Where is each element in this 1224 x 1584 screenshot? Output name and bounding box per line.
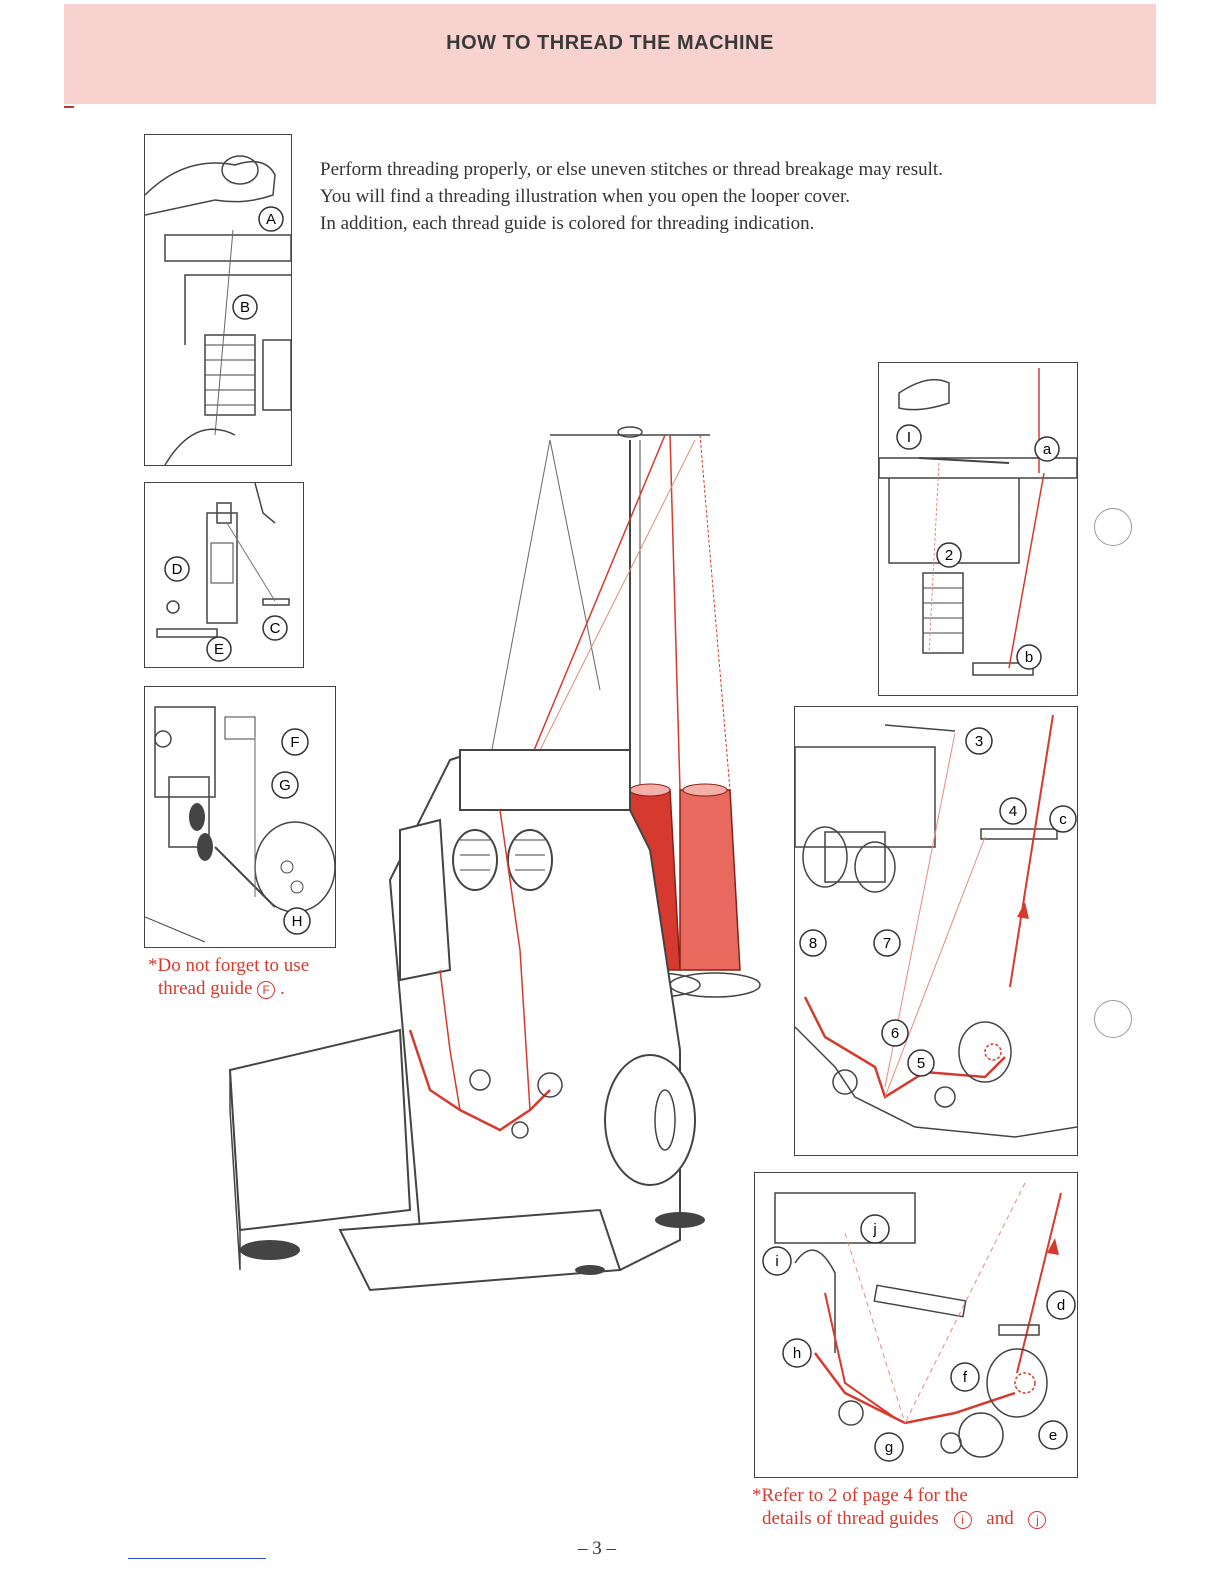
label-3: 3 xyxy=(974,733,984,750)
label-A: A xyxy=(265,211,277,228)
bottom-rule xyxy=(128,1558,266,1559)
header-band xyxy=(64,4,1156,104)
panel-middle-right-illustration xyxy=(795,707,1077,1155)
panel-lower-right-illustration xyxy=(755,1173,1077,1477)
label-f: f xyxy=(962,1369,968,1386)
label-5: 5 xyxy=(916,1055,926,1072)
binder-hole-upper xyxy=(1094,508,1132,546)
note-f-symbol: F xyxy=(257,981,275,999)
note-refer-sym1: i xyxy=(954,1511,972,1529)
note-f-line2: thread guide xyxy=(158,978,253,999)
label-b: b xyxy=(1024,649,1034,666)
label-d: d xyxy=(1056,1297,1066,1314)
note-refer-and: and xyxy=(986,1508,1014,1529)
serger-machine-illustration xyxy=(200,410,780,1310)
label-c: c xyxy=(1059,811,1067,828)
note-refer-page-4 xyxy=(752,1484,1046,1530)
label-j: j xyxy=(873,1221,877,1238)
note-f-line1: *Do not forget to use xyxy=(148,955,310,976)
label-6: 6 xyxy=(890,1025,900,1042)
label-F: F xyxy=(290,734,300,751)
label-e: e xyxy=(1048,1427,1058,1444)
intro-text xyxy=(320,156,1060,237)
label-G: G xyxy=(279,777,291,794)
panel-upper-right-illustration xyxy=(879,363,1077,695)
label-a: a xyxy=(1042,441,1052,458)
note-refer-line2: details of thread guides xyxy=(762,1508,939,1529)
detail-panel-lower-right xyxy=(754,1172,1078,1478)
note-f-end: . xyxy=(279,978,285,999)
page-title: HOW TO THREAD THE MACHINE xyxy=(446,32,774,54)
binder-hole-lower xyxy=(1094,1000,1132,1038)
label-h: h xyxy=(792,1345,802,1362)
detail-panel-middle-right xyxy=(794,706,1078,1156)
intro-line-3: In addition, each thread guide is colored for threading indication. xyxy=(320,213,815,234)
label-g: g xyxy=(884,1439,894,1456)
label-B: B xyxy=(239,299,251,316)
note-refer-line1: *Refer to 2 of page 4 for the xyxy=(752,1485,968,1506)
label-7: 7 xyxy=(882,935,892,952)
label-i: i xyxy=(775,1253,779,1270)
label-D: D xyxy=(171,561,183,578)
detail-panel-upper-right xyxy=(878,362,1078,696)
main-illustration-svg xyxy=(200,410,780,1310)
label-8: 8 xyxy=(808,935,818,952)
header-tick xyxy=(64,106,74,108)
label-C: C xyxy=(269,620,281,637)
label-2: 2 xyxy=(944,547,954,564)
note-refer-sym2: j xyxy=(1028,1511,1046,1529)
label-4: 4 xyxy=(1008,803,1018,820)
label-H: H xyxy=(291,913,303,930)
page-number: – 3 – xyxy=(578,1538,616,1559)
intro-line-2: You will find a threading illustration when you open the looper cover. xyxy=(320,186,850,207)
label-I: I xyxy=(906,429,912,446)
intro-line-1: Perform threading properly, or else uneven stitches or thread breakage may result. xyxy=(320,159,943,180)
label-E: E xyxy=(213,641,225,658)
